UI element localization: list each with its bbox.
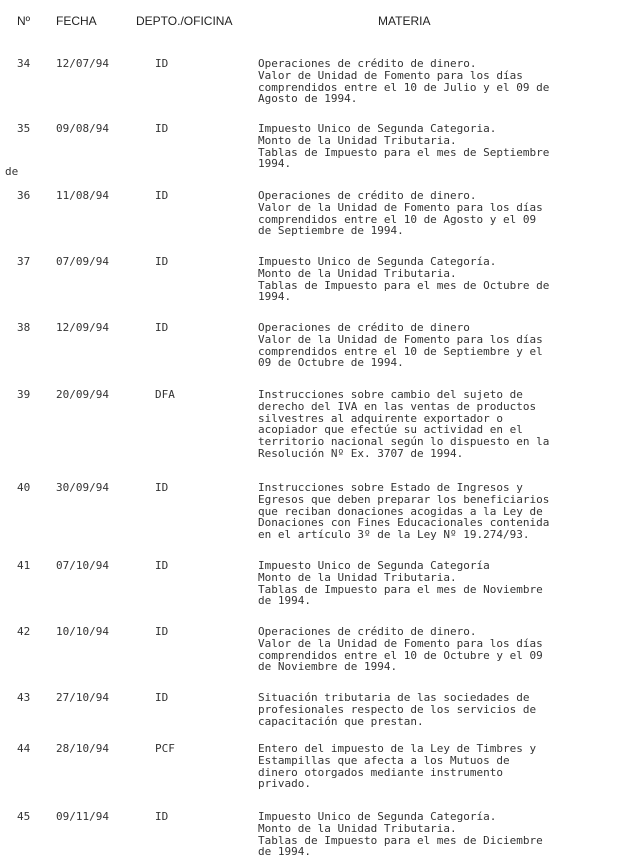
row-subject: [258, 482, 618, 541]
row-department: ID: [155, 625, 169, 638]
subject-line: Tablas de Impuesto para el mes de Octubre de: [258, 278, 550, 292]
subject-line: Donaciones con Fines Educacionales contenida: [258, 516, 550, 530]
subject-line: Valor de la Unidad de Fomento para los días: [258, 636, 543, 650]
row-number: 39: [17, 388, 31, 401]
row-date: 10/10/94: [56, 625, 109, 638]
row-subject: [258, 743, 618, 790]
subject-line: Monto de la Unidad Tributaria.: [258, 133, 457, 147]
subject-line: Instrucciones sobre Estado de Ingresos y: [258, 481, 523, 494]
subject-line: de 1994.: [258, 845, 311, 859]
row-subject: [258, 58, 618, 105]
subject-line: Egresos que deben preparar los beneficiarios: [258, 492, 550, 506]
row-subject: [258, 190, 618, 237]
row-department: ID: [155, 122, 169, 135]
row-department: ID: [155, 810, 169, 823]
row-date: 09/08/94: [56, 122, 109, 135]
row-date: 07/10/94: [56, 559, 109, 572]
subject-line: en el artículo 3º de la Ley Nº 19.274/93.: [258, 528, 530, 542]
subject-line: Entero del impuesto de la Ley de Timbres y: [258, 742, 537, 755]
subject-line: silvestres al adquirente exportador o: [258, 411, 504, 425]
subject-line: Valor de Unidad de Fomento para los días: [258, 68, 523, 82]
subject-line: Instrucciones sobre cambio del sujeto de: [258, 388, 523, 401]
subject-line: Monto de la Unidad Tributaria.: [258, 266, 457, 280]
subject-line: Impuesto Unico de Segunda Categoría: [258, 559, 490, 572]
subject-line: Tablas de Impuesto para el mes de Diciembre: [258, 833, 543, 847]
subject-line: comprendidos entre el 10 de Septiembre y el: [258, 344, 543, 358]
subject-line: acopiador que efectúe su actividad en el: [258, 423, 523, 437]
subject-line: Operaciones de crédito de dinero.: [258, 625, 477, 638]
row-number: 38: [17, 321, 31, 334]
row-subject: [258, 560, 618, 607]
subject-line: Operaciones de crédito de dinero.: [258, 57, 477, 70]
row-subject: [258, 123, 618, 170]
row-date: 12/09/94: [56, 321, 109, 334]
subject-line: Valor de la Unidad de Fomento para los días: [258, 332, 543, 346]
subject-line: profesionales respecto de los servicios de: [258, 702, 537, 716]
col-header-fecha: FECHA: [56, 14, 97, 28]
subject-line: territorio nacional según lo dispuesto en la: [258, 435, 550, 449]
subject-line: Valor de la Unidad de Fomento para los días: [258, 200, 543, 214]
subject-line: dinero otorgados mediante instrumento: [258, 765, 504, 779]
row-date: 07/09/94: [56, 255, 109, 268]
row-department: ID: [155, 57, 169, 70]
subject-line: comprendidos entre el 10 de Julio y el 09 de: [258, 80, 550, 94]
row-subject: [258, 811, 618, 858]
subject-line: Estampillas que afecta a los Mutuos de: [258, 753, 510, 767]
row-number: 42: [17, 625, 31, 638]
stray-text: de: [5, 165, 19, 178]
subject-line: de Noviembre de 1994.: [258, 660, 398, 674]
row-number: 34: [17, 57, 31, 70]
subject-line: Impuesto Unico de Segunda Categoria.: [258, 122, 497, 135]
row-department: ID: [155, 481, 169, 494]
row-subject: [258, 389, 618, 460]
subject-line: Impuesto Unico de Segunda Categoría.: [258, 810, 497, 823]
row-department: PCF: [155, 742, 175, 755]
subject-line: 09 de Octubre de 1994.: [258, 356, 404, 370]
subject-line: Tablas de Impuesto para el mes de Septiembre: [258, 145, 550, 159]
subject-line: Operaciones de crédito de dinero.: [258, 189, 477, 202]
row-date: 27/10/94: [56, 691, 109, 704]
subject-line: Monto de la Unidad Tributaria.: [258, 821, 457, 835]
row-number: 36: [17, 189, 31, 202]
row-subject: [258, 692, 618, 727]
row-number: 45: [17, 810, 31, 823]
col-header-materia: MATERIA: [378, 14, 431, 28]
row-number: 41: [17, 559, 31, 572]
row-date: 11/08/94: [56, 189, 109, 202]
subject-line: de 1994.: [258, 594, 311, 608]
subject-line: Tablas de Impuesto para el mes de Noviembre: [258, 582, 543, 596]
row-department: ID: [155, 255, 169, 268]
row-number: 35: [17, 122, 31, 135]
subject-line: privado.: [258, 777, 311, 791]
subject-line: derecho del IVA en las ventas de productos: [258, 399, 537, 413]
row-date: 20/09/94: [56, 388, 109, 401]
subject-line: Monto de la Unidad Tributaria.: [258, 570, 457, 584]
row-number: 40: [17, 481, 31, 494]
subject-line: que reciban donaciones acogidas a la Ley de: [258, 504, 543, 518]
subject-line: Situación tributaria de las sociedades de: [258, 691, 530, 704]
row-department: ID: [155, 189, 169, 202]
row-number: 37: [17, 255, 31, 268]
row-subject: [258, 256, 618, 303]
subject-line: Agosto de 1994.: [258, 92, 358, 106]
row-subject: [258, 322, 618, 369]
row-date: 30/09/94: [56, 481, 109, 494]
row-number: 43: [17, 691, 31, 704]
subject-line: Resolución Nº Ex. 3707 de 1994.: [258, 446, 464, 460]
subject-line: comprendidos entre el 10 de Octubre y el 09: [258, 648, 543, 662]
row-date: 12/07/94: [56, 57, 109, 70]
row-date: 09/11/94: [56, 810, 109, 823]
row-number: 44: [17, 742, 31, 755]
row-date: 28/10/94: [56, 742, 109, 755]
subject-line: Operaciones de crédito de dinero: [258, 321, 470, 334]
subject-line: Impuesto Unico de Segunda Categoría.: [258, 255, 497, 268]
subject-line: 1994.: [258, 157, 292, 171]
subject-line: de Septiembre de 1994.: [258, 224, 404, 238]
subject-line: comprendidos entre el 10 de Agosto y el 09: [258, 212, 537, 226]
row-department: ID: [155, 559, 169, 572]
col-header-depto: DEPTO./OFICINA: [136, 14, 233, 28]
row-subject: [258, 626, 618, 673]
col-header-no: Nº: [17, 14, 31, 28]
row-department: DFA: [155, 388, 175, 401]
row-department: ID: [155, 321, 169, 334]
subject-line: capacitación que prestan.: [258, 714, 424, 728]
row-department: ID: [155, 691, 169, 704]
subject-line: 1994.: [258, 290, 292, 304]
